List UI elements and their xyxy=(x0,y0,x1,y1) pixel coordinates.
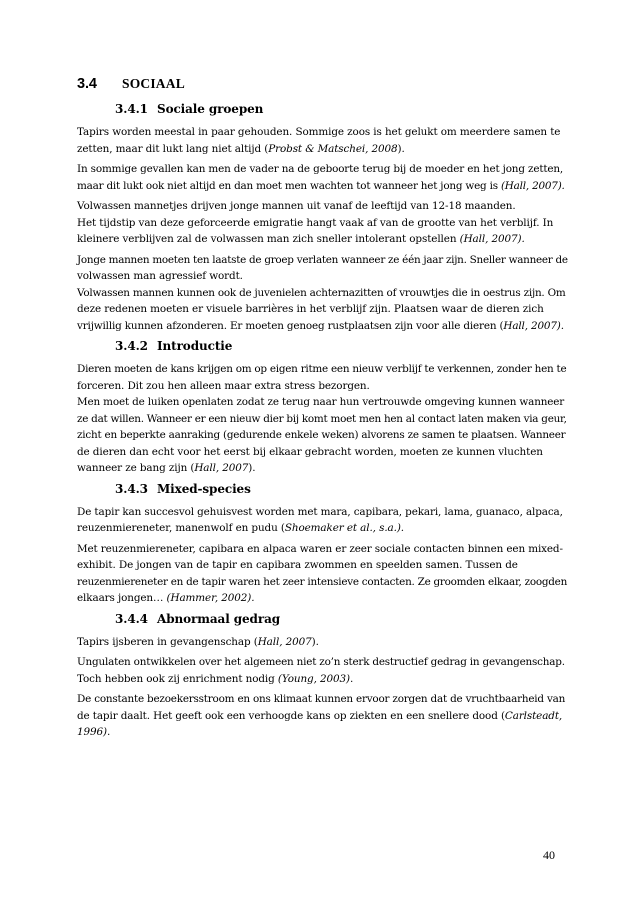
text-line xyxy=(77,231,562,248)
line-text: De tapir kan succesvol gehuisvest worden met mara, capibara, pekari, lama, guanaco, alpaca, xyxy=(77,505,563,518)
subsection-heading xyxy=(115,101,562,121)
text-line xyxy=(77,361,567,378)
page-content xyxy=(77,76,568,745)
paragraph xyxy=(77,634,562,651)
line-text: Dieren moeten de kans krijgen om op eigen ritme een nieuw verblijf te verkennen, zonder hen te xyxy=(77,363,567,375)
line-text: Volwassen mannetjes drijven jonge mannen uit vanaf de leeftijd van 12-18 maanden. xyxy=(77,200,516,212)
paragraph xyxy=(77,504,562,537)
paragraph xyxy=(77,252,568,335)
citation: Probst & Matschei, 2008 xyxy=(268,142,398,155)
subsections xyxy=(77,101,568,741)
text-line xyxy=(77,444,562,461)
line-text: forceren. Dit zou hen alleen maar extra stress bezorgen. xyxy=(77,379,370,392)
text-line xyxy=(77,394,565,411)
text-line xyxy=(77,504,562,521)
line-text: reuzenmiereneter, manenwolf en pudu ( xyxy=(77,522,285,534)
subsection-title: Sociale groepen xyxy=(157,102,264,116)
line-text: deze redenen moeten er visuele barrières in het verblijf zijn. Plaatsen waar de dieren zich xyxy=(77,303,544,315)
line-text: Jonge mannen moeten ten laatste de groep verlaten wanneer ze één jaar zijn. Sneller wanneer de xyxy=(77,253,568,266)
citation: Hall, 2007 xyxy=(257,635,312,648)
text-line xyxy=(77,268,562,285)
text-line xyxy=(77,520,562,537)
line-text: Ungulaten ontwikkelen over het algemeen niet zo’n sterk destructief gedrag in gevangenschap. xyxy=(77,656,565,668)
line-text: zetten, maar dit lukt lang niet altijd ( xyxy=(77,142,269,155)
line-text: reuzenmiereneter en de tapir waren het zeer intensieve contacten. Ze groomden elkaar, zoogden xyxy=(77,575,568,588)
subsection-heading xyxy=(115,338,562,358)
line-text: Tapirs ijsberen in gevangenschap ( xyxy=(77,635,258,648)
line-text: Tapirs worden meestal in paar gehouden. Sommige zoos is het gelukt om meerdere samen te xyxy=(77,126,561,138)
text-line xyxy=(77,541,562,558)
subsection-number: 3.4.4 xyxy=(115,611,148,626)
citation: (Hammer, 2002). xyxy=(166,592,255,604)
line-text: volwassen man agressief wordt. xyxy=(77,270,243,282)
line-text: maar dit lukt ook niet altijd en dan moet men wachten tot wanneer het jong weg is xyxy=(77,179,501,192)
citation: 1996). xyxy=(77,726,111,738)
citation: (Hall, 2007). xyxy=(500,179,565,192)
paragraph xyxy=(77,161,565,194)
text-line xyxy=(77,252,568,269)
line-text: Het tijdstip van deze geforceerde emigratie hangt vaak af van de grootte van het verblijf. In xyxy=(77,216,554,229)
text-line xyxy=(77,301,562,318)
text-line xyxy=(77,378,562,395)
citation: Carlsteadt, xyxy=(504,709,563,722)
text-line xyxy=(77,557,562,574)
text-line xyxy=(77,124,562,141)
line-text: ). xyxy=(311,635,319,648)
subsection-number: 3.4.3 xyxy=(115,481,148,496)
line-text: De constante bezoekersstroom en ons klimaat kunnen ervoor zorgen dat de vruchtbaarheid van xyxy=(77,693,566,705)
text-line xyxy=(77,215,562,232)
text-line xyxy=(77,708,562,725)
subsection-heading xyxy=(115,611,562,631)
line-text: exhibit. De jongen van de tapir en capibara zwommen en speelden samen. Tussen de xyxy=(77,559,518,571)
line-text: ze dat willen. Wanneer er een nieuw dier bij komt moet men hen al contact laten maken via geur, xyxy=(77,412,567,425)
text-line xyxy=(77,460,562,477)
text-line xyxy=(77,285,566,302)
text-line xyxy=(77,141,562,158)
subsection-number: 3.4.2 xyxy=(115,339,148,353)
paragraph xyxy=(77,361,567,477)
paragraph xyxy=(77,124,562,157)
citation: (Young, 2003). xyxy=(277,672,354,685)
section-heading xyxy=(77,76,562,98)
subsection-title: Abnormaal gedrag xyxy=(157,611,281,626)
text-line xyxy=(77,634,562,651)
text-line xyxy=(77,654,565,671)
citation: (Hall, 2007). xyxy=(459,233,525,245)
section-title: SOCIAAL xyxy=(122,76,185,91)
text-line xyxy=(77,574,568,591)
subsection-heading xyxy=(115,481,562,501)
line-text: Toch hebben ook zij enrichment nodig xyxy=(77,672,278,685)
line-text: ). xyxy=(248,462,256,474)
line-text: Met reuzenmiereneter, capibara en alpaca waren er zeer sociale contacten binnen een mixed- xyxy=(77,542,563,555)
text-line xyxy=(77,411,567,428)
paragraph xyxy=(77,541,568,607)
line-text: Volwassen mannen kunnen ook de juvenielen achternazitten of vrouwtjes die in oestrus zijn. Om xyxy=(77,286,566,299)
text-line xyxy=(77,427,566,444)
text-line xyxy=(77,178,565,195)
line-text: ). xyxy=(397,142,405,155)
section-number: 3.4 xyxy=(77,76,97,92)
line-text: de tapir daalt. Het geeft ook een verhoogde kans op ziekten en een snellere dood ( xyxy=(77,709,505,722)
text-line xyxy=(77,161,562,178)
subsection-title: Mixed-species xyxy=(157,481,251,496)
line-text: wanneer ze bang zijn ( xyxy=(77,462,195,474)
line-text: elkaars jongen… xyxy=(77,592,167,604)
subsection-title: Introductie xyxy=(157,339,233,353)
text-line xyxy=(77,724,562,741)
paragraph xyxy=(77,654,565,687)
subsection-number: 3.4.1 xyxy=(115,102,148,116)
text-line xyxy=(77,691,566,708)
citation: Hall, 2007). xyxy=(503,319,564,332)
line-text: Men moet de luiken openlaten zodat ze terug naar hun vertrouwde omgeving kunnen wanneer xyxy=(77,396,565,408)
line-text: zicht en beperkte aanraking (gedurende enkele weken) alvorens ze samen te plaatsen. Wanneer xyxy=(77,429,566,441)
citation: Hall, 2007 xyxy=(194,462,249,474)
citation: Shoemaker et al., s.a.). xyxy=(284,522,404,534)
line-text: de dieren dan echt voor het eerst bij elkaar gebracht worden, moeten ze kunnen vluchten xyxy=(77,445,543,458)
line-text: vrijwillig kunnen afzonderen. Er moeten genoeg rustplaatsen zijn voor alle dieren ( xyxy=(77,319,504,332)
text-line xyxy=(77,590,562,607)
line-text: kleinere verblijven zal de volwassen man zich sneller intolerant opstellen xyxy=(77,233,460,245)
paragraph xyxy=(77,691,566,741)
paragraph xyxy=(77,198,562,248)
text-line xyxy=(77,198,562,215)
text-line xyxy=(77,318,562,335)
text-line xyxy=(77,671,562,688)
page-number: 40 xyxy=(543,848,555,862)
line-text: In sommige gevallen kan men de vader na de geboorte terug bij de moeder en het jong zetten, xyxy=(77,163,564,175)
